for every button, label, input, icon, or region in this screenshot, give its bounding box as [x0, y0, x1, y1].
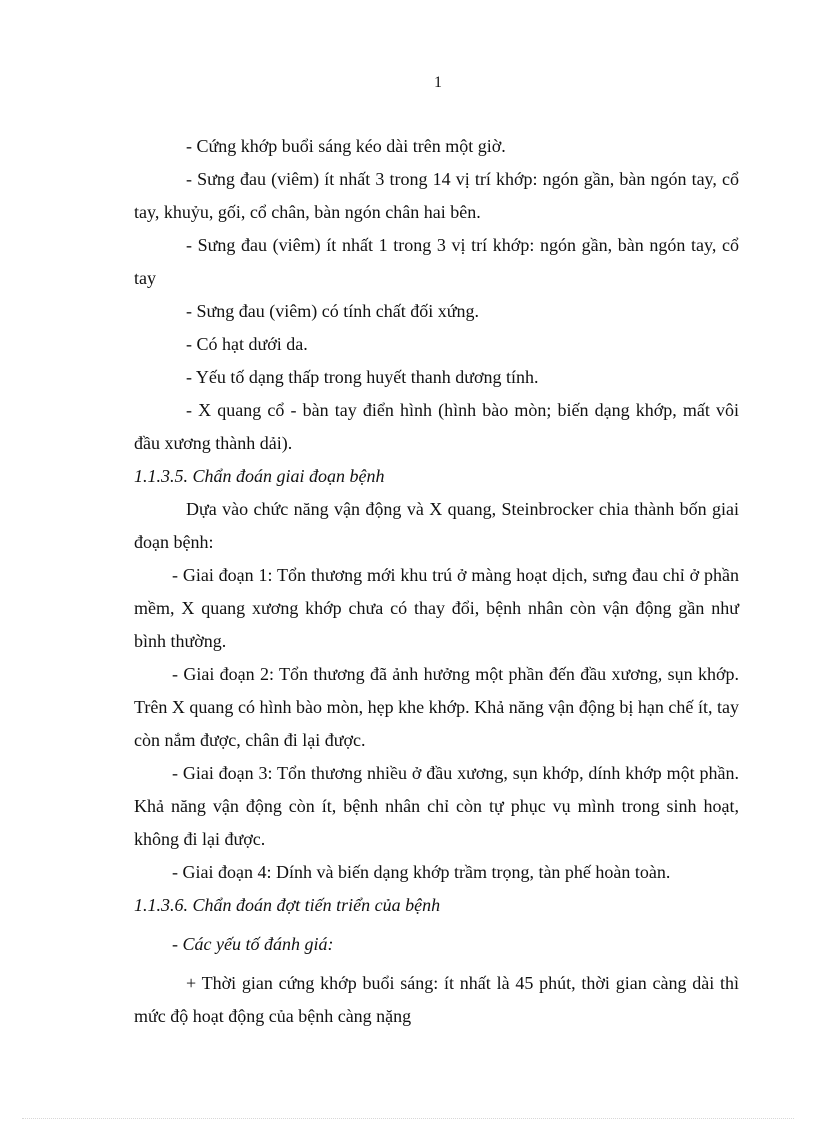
stage-2-paragraph: - Giai đoạn 2: Tổn thương đã ảnh hưởng một phần đến đầu xương, sụn khớp. Trên X quang có hình bào mòn, hẹp khe khớp. Khả năng vận động bị hạn chế ít, tay còn nắm được, chân đi lại được. — [134, 664, 739, 750]
page-bottom-divider — [22, 1118, 794, 1119]
section-heading-stage-diagnosis: 1.1.3.5. Chẩn đoán giai đoạn bệnh — [134, 466, 385, 486]
criterion-nodules: - Có hạt dưới da. — [186, 334, 308, 354]
stage-3-paragraph: - Giai đoạn 3: Tổn thương nhiều ở đầu xương, sụn khớp, dính khớp một phần. Khả năng vận động còn ít, bệnh nhân chỉ còn tự phục vụ mình trong sinh hoạt, không đi lại được. — [134, 763, 739, 849]
criterion-morning-stiffness: - Cứng khớp buổi sáng kéo dài trên một giờ. — [186, 136, 506, 156]
morning-stiffness-duration-paragraph: + Thời gian cứng khớp buổi sáng: ít nhất là 45 phút, thời gian càng dài thì mức độ hoạt động của bệnh càng nặng — [134, 973, 739, 1026]
criterion-xray: - X quang cổ - bàn tay điển hình (hình bào mòn; biến dạng khớp, mất vôi đầu xương thành dải). — [134, 400, 739, 453]
stage-1-paragraph: - Giai đoạn 1: Tổn thương mới khu trú ở màng hoạt dịch, sưng đau chỉ ở phần mềm, X quang xương khớp chưa có thay đổi, bệnh nhân còn vận động gần như bình thường. — [134, 565, 739, 651]
page-number: 1 — [434, 74, 442, 91]
section-heading-progression: 1.1.3.6. Chẩn đoán đợt tiến triển của bệnh — [134, 895, 441, 915]
stage-intro-paragraph: Dựa vào chức năng vận động và X quang, Steinbrocker chia thành bốn giai đoạn bệnh: — [134, 499, 739, 552]
criterion-joint-swelling-14: - Sưng đau (viêm) ít nhất 3 trong 14 vị trí khớp: ngón gần, bàn ngón tay, cổ tay, khuỷu, gối, cổ chân, bàn ngón chân hai bên. — [134, 169, 739, 222]
criterion-symmetric: - Sưng đau (viêm) có tính chất đối xứng. — [186, 301, 479, 321]
criterion-rheumatoid-factor: - Yếu tố dạng thấp trong huyết thanh dương tính. — [186, 367, 539, 387]
stage-4-paragraph: - Giai đoạn 4: Dính và biến dạng khớp trầm trọng, tàn phế hoàn toàn. — [172, 862, 671, 882]
criterion-joint-swelling-3: - Sưng đau (viêm) ít nhất 1 trong 3 vị trí khớp: ngón gần, bàn ngón tay, cổ tay — [134, 235, 739, 288]
document-body — [134, 130, 739, 1033]
evaluation-factors-label: - Các yếu tố đánh giá: — [172, 934, 334, 954]
